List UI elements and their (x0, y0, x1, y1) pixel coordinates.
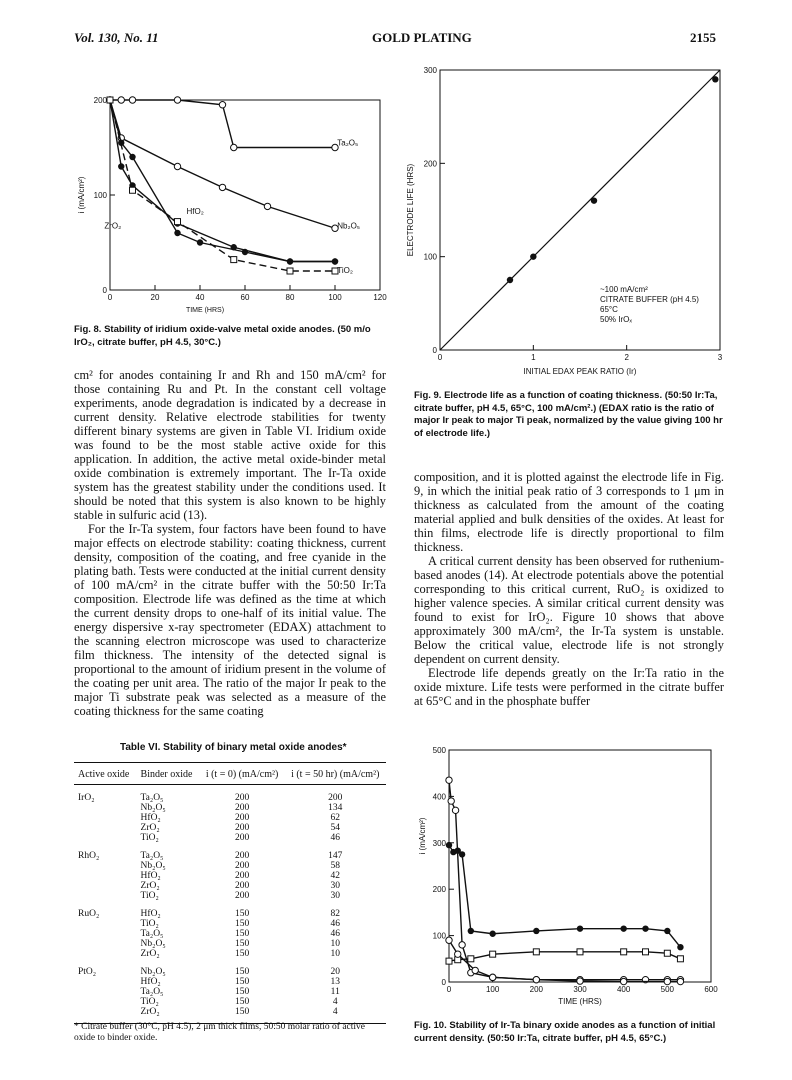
plot-frame (449, 750, 711, 982)
y-axis-label: ELECTRODE LIFE (HRS) (406, 163, 415, 257)
data-point (287, 268, 293, 274)
y-axis-label: i (mA/cm²) (418, 817, 427, 855)
plot-frame (110, 100, 380, 290)
data-point (118, 97, 124, 103)
series-label-ta2o5: Ta₂O₅ (337, 138, 359, 148)
x-tick-label: 200 (529, 985, 544, 994)
table-cell: 200 (328, 793, 343, 803)
table-cell: 4 (285, 1007, 387, 1024)
table-cell: 200 (234, 881, 250, 891)
y-tick-label: 0 (432, 346, 437, 355)
data-point (174, 163, 180, 169)
series-line (449, 845, 680, 947)
data-point (459, 851, 465, 857)
table-row (74, 997, 386, 1007)
table-row (74, 881, 386, 891)
data-point (643, 949, 649, 955)
table-row (74, 977, 386, 987)
table-row (74, 939, 386, 949)
data-point (677, 978, 683, 984)
x-tick-label: 1 (531, 353, 536, 362)
x-tick-label: 600 (704, 985, 718, 994)
data-point (118, 163, 124, 169)
data-point (446, 842, 452, 848)
paragraph: Electrode life depends greatly on the Ir:Ta ratio in the oxide mixture. Life tests were performed in the citrate buffer at 65°C and in the phosphate buffer (414, 666, 724, 708)
data-point (219, 184, 225, 190)
table-cell (74, 833, 137, 843)
table-cell: Nb₂O₅ (140, 861, 166, 871)
table-cell: 147 (328, 851, 343, 861)
table-row (74, 813, 386, 823)
data-point (130, 187, 136, 193)
table-cell: 150 (234, 977, 250, 987)
table-cell (74, 949, 137, 959)
fig8-chart (70, 80, 390, 320)
table-cell: RhO₂ (78, 851, 100, 861)
data-point (459, 942, 465, 948)
table-cell (74, 939, 137, 949)
data-point (620, 925, 626, 931)
table-cell: 62 (330, 813, 340, 823)
table-cell: 58 (330, 861, 340, 871)
y-tick-label: 300 (432, 838, 446, 848)
table-cell: Ta₂O₅ (140, 793, 164, 803)
table-cell: Nb₂O₅ (140, 939, 166, 949)
table-cell: 200 (234, 851, 250, 861)
table-cell: 82 (330, 909, 340, 919)
data-point (533, 976, 539, 982)
x-tick-label: 0 (446, 985, 452, 994)
table6-title: Table VI. Stability of binary metal oxide anodes* (120, 742, 347, 753)
table-cell: 150 (234, 987, 250, 997)
y-tick-label: 100 (432, 931, 446, 941)
data-point (577, 949, 583, 955)
y-tick-label: 200 (93, 96, 107, 105)
table-cell: 200 (234, 793, 250, 803)
data-point (530, 253, 536, 259)
table-cell: 200 (234, 833, 250, 843)
table-row (74, 785, 386, 804)
table-cell: 200 (234, 871, 250, 881)
y-tick-label: 400 (432, 792, 446, 802)
table-cell: 150 (234, 929, 250, 939)
right-column-text (414, 470, 724, 708)
table-cell: 13 (330, 977, 340, 987)
paragraph: For the Ir-Ta system, four factors have been found to have major effects on electrode stability: coating thickness, current density, composition of the coating, and free cyanide in the plating bath. Tests were conducted at the initial current density of 100 mA/cm² in the citrate buffer with the 50:50 Ir:Ta composition. Electrode life was defined as the time at which the current density drops to one-half of its initial value. The energy dispersive x-ray spectrometer (EDAX) attachment to the scanning electron microscope was used to characterize film thickness. The intensity of the detected signal is proportional to the amount of iridium present in the volume of the coating per unit area. The ratio of the major Ir peak to the major Ti substrate peak was selected as a measure of the coating thickness for the same coating (74, 522, 386, 718)
data-point (677, 956, 683, 962)
series-label-tio2: TiO₂ (337, 265, 353, 275)
x-axis-label: TIME (HRS) (185, 307, 225, 314)
x-tick-label: 20 (150, 293, 160, 302)
table6 (74, 762, 386, 1024)
table-row (74, 987, 386, 997)
table-cell: 30 (330, 891, 340, 901)
table-cell: 200 (234, 823, 250, 833)
table-row (74, 843, 386, 861)
fit-line (440, 70, 720, 350)
table-cell: Ta₂O₅ (140, 851, 164, 861)
table-cell (74, 919, 137, 929)
table-cell: 150 (234, 949, 250, 959)
table-cell (74, 987, 137, 997)
data-point (174, 97, 180, 103)
table-cell: 10 (330, 949, 340, 959)
table-cell: 200 (234, 813, 250, 823)
y-axis-label: i (mA/cm²) (77, 176, 86, 214)
legend-line: 65°C (600, 305, 618, 314)
column-header: i (t = 50 hr) (mA/cm²) (285, 763, 387, 785)
data-point (664, 950, 670, 956)
x-tick-label: 500 (660, 985, 675, 994)
table-cell (74, 977, 137, 987)
fig9-caption: Fig. 9. Electrode life as a function of coating thickness. (50:50 Ir:Ta, citrate buffer, pH 4.5, 65°C, 100 mA/cm².) (EDAX ratio is the ratio of major Ir peak to major Ti peak, normalized by the value giving 100 hr of electrode life.) (414, 390, 723, 439)
running-header-volume: Vol. 130, No. 11 (74, 30, 159, 45)
data-point (446, 958, 452, 964)
table-cell: HfO₂ (140, 977, 161, 987)
paragraph: A critical current density has been observed for ruthenium-based anodes (14). At electrode potentials above the potential corresponding to this critical current, RuO₂ is oxidized to higher valence species. A similar critical current density was found to exist for IrO₂. Figure 10 shows that above approximately 300 mA/cm², the Ir-Ta system is unstable. Below the critical value, electrode life is not strongly dependent on current density. (414, 554, 724, 666)
table-cell: 150 (234, 967, 250, 977)
table-cell: ZrO₂ (137, 1007, 200, 1024)
data-point (175, 219, 181, 225)
table-cell: ZrO₂ (140, 881, 160, 891)
data-point (231, 144, 237, 150)
data-point (174, 230, 180, 236)
data-point (533, 949, 539, 955)
table-cell: TiO₂ (140, 997, 159, 1007)
table-cell: TiO₂ (140, 833, 159, 843)
data-point (507, 277, 513, 283)
table-cell: 150 (234, 919, 250, 929)
table-cell (74, 861, 137, 871)
table6-footnote: * Citrate buffer (30°C, pH 4.5), 2 μm thick films, 50:50 molar ratio of active oxide to binder oxide. (74, 1022, 366, 1043)
data-point (620, 978, 626, 984)
data-point (129, 154, 135, 160)
table-cell: ZrO₂ (140, 949, 160, 959)
data-point (489, 931, 495, 937)
y-tick-label: 300 (423, 66, 437, 75)
table-cell: TiO₂ (140, 919, 159, 929)
y-tick-label: 0 (441, 978, 446, 987)
series-line (110, 100, 335, 228)
data-point (489, 974, 495, 980)
column-header: Active oxide (74, 763, 137, 785)
table-cell: 11 (330, 987, 340, 997)
fig10-caption: Fig. 10. Stability of Ir-Ta binary oxide anodes as a function of initial current density. (50:50 Ir:Ta, citrate buffer, pH 4.5, 65°C.) (414, 1020, 716, 1044)
x-tick-label: 3 (717, 353, 723, 362)
table-row (74, 949, 386, 959)
series-line (110, 100, 335, 262)
data-point (712, 76, 718, 82)
legend-line: ~100 mA/cm² (600, 285, 648, 294)
series-label-nb2o5: Nb₂O₅ (337, 221, 361, 231)
x-tick-label: 400 (616, 985, 631, 994)
table-row (74, 919, 386, 929)
paragraph: cm² for anodes containing Ir and Rh and 150 mA/cm² for those containing Ru and Pt. In the constant cell voltage experiments, anode degradation is indicated by a decrease in current density. Relative electrode stabilities for twenty different binary systems are given in Table VI. Iridium oxide was found to be the most stable active oxide for this application. In addition, the active metal oxide-binder metal oxide combination is extremely important. The Ir-Ta oxide system has the greatest stability under the conditions used. It should be noted that this system is also known to be highly stable in sulfuric acid (13). (74, 368, 386, 522)
table-cell: Ta₂O₅ (140, 987, 164, 997)
table-cell: 20 (330, 967, 340, 977)
x-tick-label: 0 (437, 353, 443, 362)
data-point (577, 978, 583, 984)
table-row (74, 823, 386, 833)
x-tick-label: 100 (485, 985, 500, 994)
table-row (74, 901, 386, 919)
data-point (231, 244, 237, 250)
x-tick-label: 80 (285, 293, 295, 302)
x-tick-label: 0 (107, 293, 113, 302)
table-row (74, 833, 386, 843)
table-row (74, 959, 386, 977)
table-cell: 150 (234, 939, 250, 949)
data-point (472, 967, 478, 973)
table-cell: PtO₂ (78, 967, 97, 977)
table-cell: HfO₂ (140, 871, 161, 881)
table-cell (74, 871, 137, 881)
data-point (577, 925, 583, 931)
x-tick-label: 120 (373, 293, 387, 302)
y-tick-label: 100 (423, 252, 437, 262)
data-point (664, 978, 670, 984)
data-point (621, 949, 627, 955)
table-cell: 46 (330, 929, 340, 939)
column-header: i (t = 0) (mA/cm²) (200, 763, 285, 785)
table-cell: 42 (330, 871, 340, 881)
table-cell (74, 997, 137, 1007)
data-point (446, 937, 452, 943)
table-cell: 200 (234, 891, 250, 901)
page-number: 2155 (690, 30, 716, 45)
table-cell (74, 891, 137, 901)
left-column-text (74, 368, 386, 718)
x-tick-label: 100 (328, 293, 342, 302)
table-cell: 134 (328, 803, 343, 813)
data-point (490, 951, 496, 957)
table-cell: 10 (330, 939, 340, 949)
x-tick-label: 2 (624, 353, 629, 362)
data-point (129, 97, 135, 103)
y-tick-label: 200 (423, 159, 437, 169)
fig10-chart (415, 740, 725, 1015)
table-cell: 150 (234, 997, 250, 1007)
running-header-title: GOLD PLATING (372, 30, 472, 45)
table-cell (74, 929, 137, 939)
x-tick-label: 300 (573, 985, 587, 994)
data-point (642, 925, 648, 931)
data-point (455, 951, 461, 957)
table-cell (74, 813, 137, 823)
x-axis-label: INITIAL EDAX PEAK RATIO (Ir) (523, 367, 637, 376)
data-point (219, 102, 225, 108)
x-tick-label: 40 (195, 293, 205, 302)
table-cell: RuO₂ (78, 909, 100, 919)
series-label-zro2: ZrO₂ (104, 221, 122, 231)
data-point (591, 197, 597, 203)
table-cell: TiO₂ (140, 891, 159, 901)
table-cell: 150 (234, 909, 250, 919)
table-cell (74, 881, 137, 891)
table-cell: 150 (200, 1007, 285, 1024)
column-header: Binder oxide (137, 763, 200, 785)
table-cell: 46 (330, 919, 340, 929)
table-cell: 46 (330, 833, 340, 843)
table-cell: HfO₂ (140, 909, 161, 919)
data-point (468, 928, 474, 934)
data-point (287, 258, 293, 264)
table-cell: 200 (234, 861, 250, 871)
data-point (446, 777, 452, 783)
table-row (74, 891, 386, 901)
table-cell: ZrO₂ (140, 823, 160, 833)
table-cell: Nb₂O₅ (140, 803, 166, 813)
table-cell (74, 803, 137, 813)
table-row (74, 803, 386, 813)
y-tick-label: 0 (102, 286, 107, 295)
data-point (452, 807, 458, 813)
series-line (110, 100, 335, 262)
table-header-row (74, 763, 386, 785)
table-cell: Ta₂O₅ (140, 929, 164, 939)
data-point (231, 257, 237, 263)
table-row (74, 861, 386, 871)
x-axis-label: TIME (HRS) (558, 997, 602, 1006)
y-tick-label: 200 (432, 885, 446, 895)
legend-line: CITRATE BUFFER (pH 4.5) (600, 295, 699, 304)
data-point (664, 928, 670, 934)
table-row (74, 929, 386, 939)
data-point (677, 944, 683, 950)
table-cell: Nb₂O₅ (140, 967, 166, 977)
data-point (197, 239, 203, 245)
table-cell: 54 (330, 823, 340, 833)
fig9-chart (395, 60, 735, 380)
series-label-hfo2: HfO₂ (186, 207, 204, 216)
data-point (533, 928, 539, 934)
data-point (264, 203, 270, 209)
data-point (332, 258, 338, 264)
y-tick-label: 500 (432, 746, 446, 755)
data-point (468, 956, 474, 962)
table-cell: IrO₂ (78, 793, 95, 803)
data-point (448, 798, 454, 804)
table-cell: 4 (332, 997, 338, 1007)
table-row (74, 871, 386, 881)
table-cell: HfO₂ (140, 813, 161, 823)
legend-line: 50% IrOₓ (600, 315, 632, 324)
data-point (107, 97, 113, 103)
y-tick-label: 100 (93, 191, 107, 200)
fig8-caption: Fig. 8. Stability of iridium oxide-valve metal oxide anodes. (50 m/o IrO₂, citrate buffer, pH 4.5, 30°C.) (74, 324, 371, 348)
table-cell: 200 (234, 803, 250, 813)
table-cell: 30 (330, 881, 340, 891)
table-cell (74, 823, 137, 833)
x-tick-label: 60 (240, 293, 250, 302)
paragraph: composition, and it is plotted against the electrode life in Fig. 9, in which the initial peak ratio of 3 corresponds to 1 μm in thickness as calculated from the amount of the coating material applied and bulk densities of the oxides. At least for thin films, electrode life is directly proportional to film thickness. (414, 470, 724, 554)
